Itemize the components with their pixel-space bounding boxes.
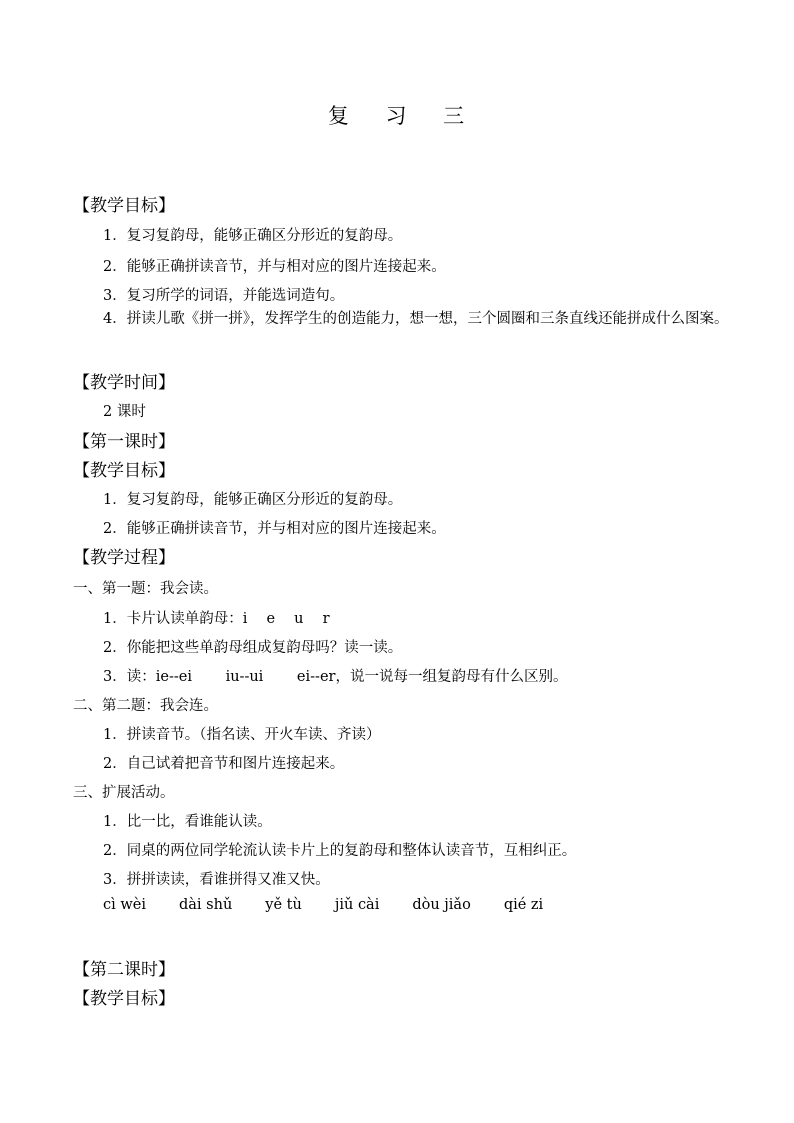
section-title: 二、第二题：我会连。: [73, 698, 218, 714]
pinyin-word: dòu jiǎo: [412, 897, 471, 913]
section-item: 1．卡片认读单韵母：i e u r: [103, 611, 330, 627]
pinyin-words: [103, 897, 576, 913]
goals-heading: 【教学目标】: [73, 196, 175, 216]
pinyin-word: yě tù: [265, 897, 302, 913]
goal-item: 1．复习复韵母，能够正确区分形近的复韵母。: [103, 228, 403, 244]
section-item: 3．读：ie--ei iu--ui ei--er，说一说每一组复韵母有什么区别。: [103, 669, 568, 685]
pinyin-word: dài shǔ: [179, 897, 233, 913]
lesson2-goals-heading: 【教学目标】: [73, 989, 175, 1009]
section-item: 3．拼拼读读，看谁拼得又准又快。: [103, 872, 330, 888]
pinyin-word: jiǔ cài: [334, 897, 380, 913]
time-heading: 【教学时间】: [73, 373, 175, 393]
pinyin-word: cì wèi: [103, 897, 146, 913]
lesson1-goals-heading: 【教学目标】: [73, 461, 175, 481]
section-title: 一、第一题：我会读。: [73, 581, 218, 597]
time-value: 2 课时: [103, 404, 146, 420]
lesson1-goal-item: 1．复习复韵母，能够正确区分形近的复韵母。: [103, 492, 403, 508]
pinyin-word: qié zi: [503, 897, 544, 913]
section-item: 1．拼读音节。（指名读、开火车读、齐读）: [103, 727, 381, 743]
lesson2-heading: 【第二课时】: [73, 960, 175, 980]
process-heading: 【教学过程】: [73, 548, 175, 568]
section-item: 1．比一比，看谁能认读。: [103, 814, 272, 830]
goal-item: 3．复习所学的词语，并能选词造句。: [103, 288, 345, 304]
lesson1-heading: 【第一课时】: [73, 432, 175, 452]
goal-item: 2．能够正确拼读音节，并与相对应的图片连接起来。: [103, 259, 446, 275]
lesson1-goal-item: 2．能够正确拼读音节，并与相对应的图片连接起来。: [103, 521, 446, 537]
section-item: 2．自己试着把音节和图片连接起来。: [103, 756, 345, 772]
section-item: 2．你能把这些单韵母组成复韵母吗？读一读。: [103, 640, 403, 656]
section-title: 三、扩展活动。: [73, 785, 175, 801]
goal-item: 4．拼读儿歌《拼一拼》，发挥学生的创造能力，想一想，三个圆圈和三条直线还能拼成什么图案。: [103, 311, 729, 327]
section-item: 2．同桌的两位同学轮流认读卡片上的复韵母和整体认读音节，互相纠正。: [103, 843, 577, 859]
page-title: 复 习 三: [327, 104, 467, 128]
